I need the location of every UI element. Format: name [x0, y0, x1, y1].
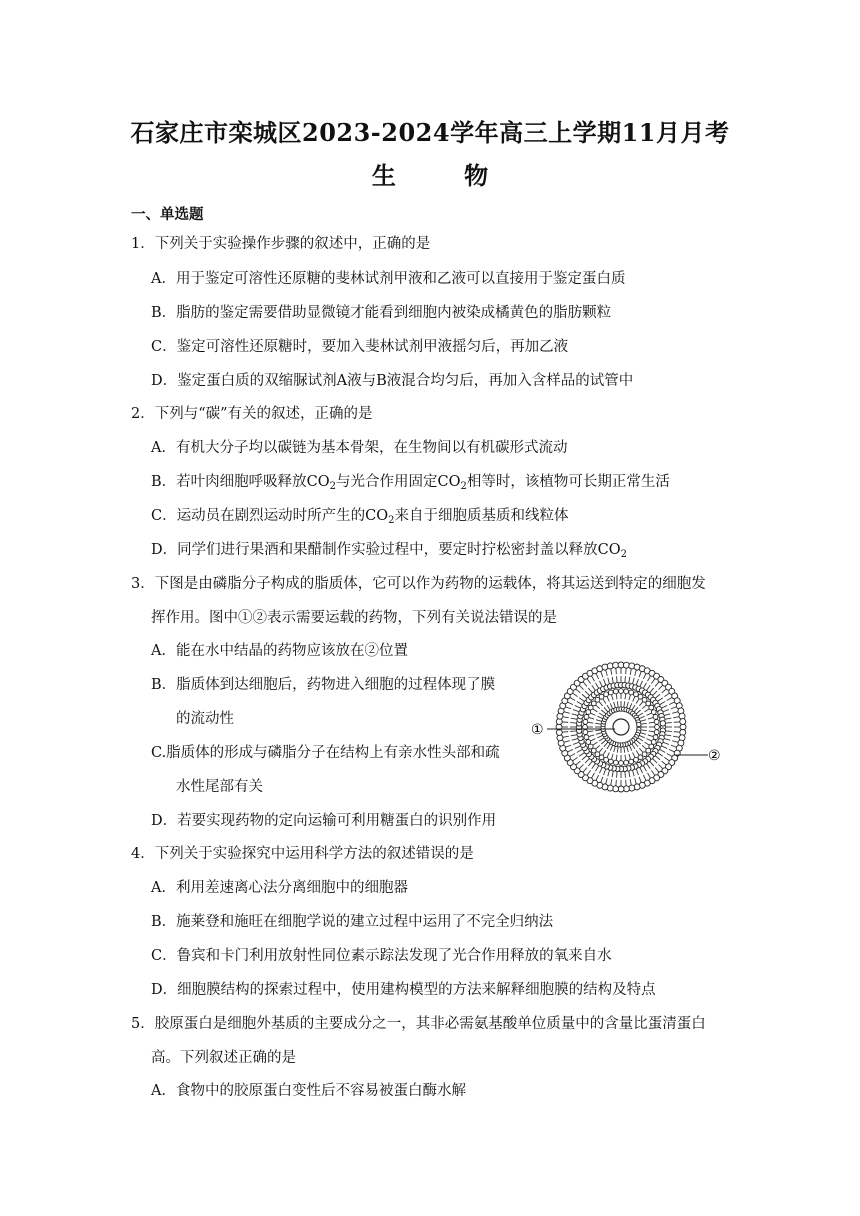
question-2-option-a: A．有机大分子均以碳链为基本骨架，在生物间以有机碳形式流动 [151, 440, 568, 456]
question-3-stem-line1: 3．下图是由磷脂分子构成的脂质体，它可以作为药物的运载体，将其运送到特定的细胞发 [131, 576, 706, 592]
text-fragment: 与光合作用固定CO [336, 474, 461, 490]
question-5-stem-line1: 5．胶原蛋白是细胞外基质的主要成分之一，其非必需氨基酸单位质量中的含量比蛋清蛋白 [131, 1016, 706, 1032]
liposome-diagram [525, 660, 725, 810]
text-fragment: D．同学们进行果酒和果醋制作实验过程中，要定时拧松密封盖以释放CO [151, 542, 621, 558]
section-heading: 一、单选题 [131, 206, 204, 223]
question-2-option-b [151, 472, 670, 492]
question-5-option-a: A．食物中的胶原蛋白变性后不容易被蛋白酶水解 [151, 1083, 466, 1099]
question-4-option-d: D．细胞膜结构的探索过程中，使用建构模型的方法来解释细胞膜的结构及特点 [151, 982, 656, 998]
label-2: ② [708, 748, 721, 764]
subscript: 2 [460, 481, 467, 492]
question-3-option-d: D．若要实现药物的定向运输可利用糖蛋白的识别作用 [151, 813, 497, 829]
question-1-option-d: D．鉴定蛋白质的双缩脲试剂A液与B液混合均匀后，再加入含样品的试管中 [151, 373, 634, 389]
subscript: 2 [620, 549, 627, 560]
subscript: 2 [388, 515, 395, 526]
question-4-stem: 4．下列关于实验探究中运用科学方法的叙述错误的是 [131, 846, 474, 862]
question-1-option-a: A．用于鉴定可溶性还原糖的斐林试剂甲液和乙液可以直接用于鉴定蛋白质 [151, 271, 626, 287]
drug-position-1 [613, 719, 629, 735]
question-4-option-b: B．施莱登和施旺在细胞学说的建立过程中运用了不完全归纳法 [151, 914, 554, 930]
question-3-option-b-line2: 的流动性 [176, 711, 234, 727]
question-3-option-a: A．能在水中结晶的药物应该放在②位置 [151, 643, 408, 659]
text-fragment: 来自于细胞质基质和线粒体 [394, 508, 569, 524]
question-3-stem-line2: 挥作用。图中①②表示需要运载的药物，下列有关说法错误的是 [151, 610, 557, 626]
question-2-stem: 2．下列与“碳”有关的叙述，正确的是 [131, 406, 373, 422]
exam-title: 石家庄市栾城区2023-2024学年高三上学期11月月考 [130, 118, 730, 147]
text-fragment: 相等时，该植物可长期正常生活 [466, 474, 670, 490]
question-1-stem: 1．下列关于实验操作步骤的叙述中，正确的是 [131, 236, 431, 252]
text-fragment: C．运动员在剧烈运动时所产生的CO [151, 508, 389, 524]
question-2-option-d [151, 540, 627, 560]
question-2-option-c [151, 506, 568, 526]
question-4-option-a: A．利用差速离心法分离细胞中的细胞器 [151, 880, 408, 896]
question-1-option-b: B．脂肪的鉴定需要借助显微镜才能看到细胞内被染成橘黄色的脂肪颗粒 [151, 305, 612, 321]
exam-subject: 生 物 [371, 161, 519, 190]
text-fragment: B．若叶肉细胞呼吸释放CO [151, 474, 330, 490]
liposome-svg [525, 660, 725, 810]
question-4-option-c: C．鲁宾和卡门利用放射性同位素示踪法发现了光合作用释放的氧来自水 [151, 948, 612, 964]
question-3-option-c-line2: 水性尾部有关 [176, 779, 263, 795]
question-3-option-c-line1: C.脂质体的形成与磷脂分子在结构上有亲水性头部和疏 [151, 745, 500, 761]
question-3-option-b-line1: B．脂质体到达细胞后，药物进入细胞的过程体现了膜 [151, 677, 496, 693]
question-1-option-c: C．鉴定可溶性还原糖时，要加入斐林试剂甲液摇匀后，再加乙液 [151, 339, 569, 355]
label-1: ① [531, 722, 544, 738]
question-5-stem-line2: 高。下列叙述正确的是 [151, 1050, 296, 1066]
subscript: 2 [329, 481, 337, 492]
